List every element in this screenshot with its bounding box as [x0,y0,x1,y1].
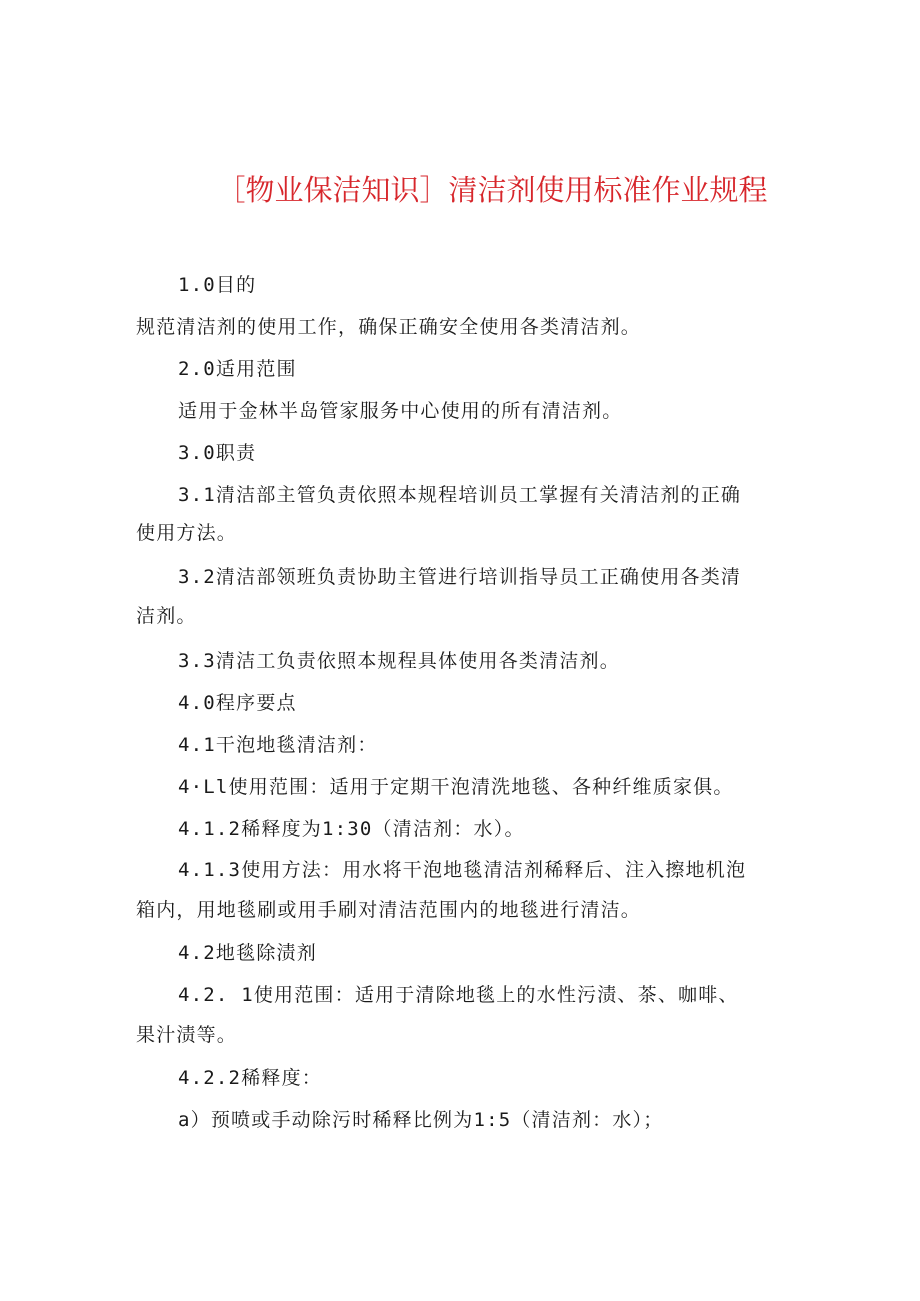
paragraph-duty-3-1-line2: 使用方法。 [136,522,238,544]
subsection-4-1: 4.1干泡地毯清洁剂： [178,734,378,756]
paragraph-purpose: 规范清洁剂的使用工作，确保正确安全使用各类清洁剂。 [136,316,642,338]
paragraph-4-1-3-line2: 箱内，用地毯刷或用手刷对清洁范围内的地毯进行清洁。 [136,899,642,921]
paragraph-4-2-2-a: a）预喷或手动除污时稀释比例为1:5（清洁剂：水）； [178,1109,664,1131]
paragraph-4-2-2: 4.2.2稀释度： [178,1067,322,1089]
paragraph-duty-3-3: 3.3清洁工负责依照本规程具体使用各类清洁剂。 [178,650,620,672]
paragraph-4-2-1-line2: 果汁渍等。 [136,1024,238,1046]
section-heading-purpose: 1.0目的 [178,274,257,296]
paragraph-4-1-1: 4·Ll使用范围：适用于定期干泡清洗地毯、各种纤维质家俱。 [178,776,734,798]
section-heading-scope: 2.0适用范围 [178,358,297,380]
paragraph-duty-3-2-line1: 3.2清洁部领班负责协助主管进行培训指导员工正确使用各类清 [178,566,742,588]
section-heading-procedure: 4.0程序要点 [178,692,297,714]
paragraph-scope: 适用于金林半岛管家服务中心使用的所有清洁剂。 [178,400,623,422]
paragraph-4-1-3-line1: 4.1.3使用方法：用水将干泡地毯清洁剂稀释后、注入擦地机泡 [178,859,747,881]
paragraph-duty-3-2-line2: 洁剂。 [136,605,197,627]
document-title: ［物业保洁知识］清洁剂使用标准作业规程 [216,173,768,207]
paragraph-4-2-1-line1: 4.2. 1使用范围：适用于清除地毯上的水性污渍、茶、咖啡、 [178,984,739,1006]
section-heading-duties: 3.0职责 [178,442,257,464]
subsection-4-2: 4.2地毯除渍剂 [178,942,317,964]
paragraph-4-1-2: 4.1.2稀释度为1:30（清洁剂：水）。 [178,818,525,840]
paragraph-duty-3-1-line1: 3.1清洁部主管负责依照本规程培训员工掌握有关清洁剂的正确 [178,484,742,506]
